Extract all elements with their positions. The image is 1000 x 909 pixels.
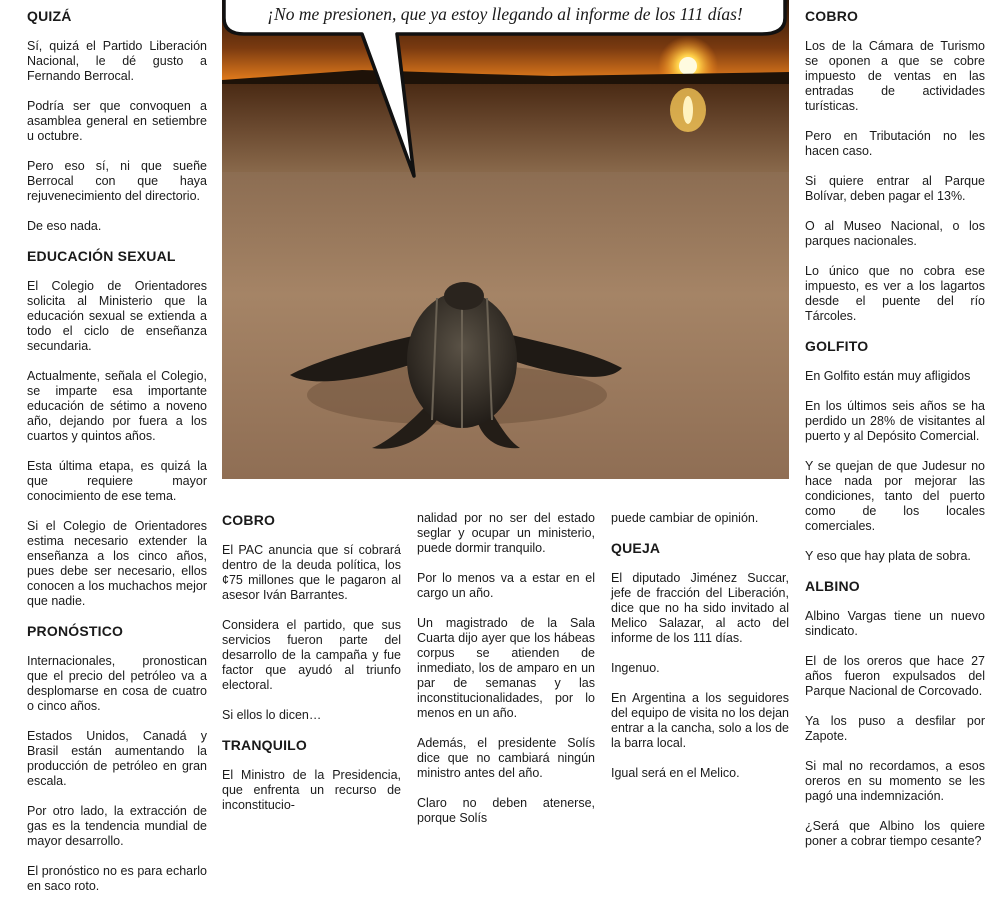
paragraph: Un magistrado de la Sala Cuarta dijo ayer que los hábeas corpus se atienden de inmediato, los de amparo en un par de semanas y las inconstitucionalidades, por lo menos en un año. bbox=[417, 616, 595, 720]
paragraph: Si quiere entrar al Parque Bolívar, deben pagar el 13%. bbox=[805, 174, 985, 203]
paragraph: Actualmente, señala el Colegio, se imparte esa importante educación de sétimo a noveno año, dejando por fuera a los cuartos y quintos años. bbox=[27, 369, 207, 443]
paragraph: El PAC anuncia que sí cobrará dentro de la deuda política, los ¢75 millones que le pagaron al asesor Iván Barrantes. bbox=[222, 543, 401, 602]
paragraph: Además, el presidente Solís dice que no cambiará ningún ministro antes del año. bbox=[417, 736, 595, 780]
section-title-golfito: GOLFITO bbox=[805, 338, 869, 354]
paragraph: ¿Será que Albino los quiere poner a cobrar tiempo cesante? bbox=[805, 819, 985, 848]
paragraph: Lo único que no cobra ese impuesto, es ver a los lagartos desde el puente del río Tárcoles. bbox=[805, 264, 985, 323]
paragraph: Ya los puso a desfilar por Zapote. bbox=[805, 714, 985, 743]
paragraph: Y eso que hay plata de sobra. bbox=[805, 549, 971, 563]
paragraph: Por otro lado, la extracción de gas es la tendencia mundial de mayor desarrollo. bbox=[27, 804, 207, 848]
paragraph: Estados Unidos, Canadá y Brasil están aumentando la producción de petróleo en gran escala. bbox=[27, 729, 207, 788]
paragraph: puede cambiar de opinión. bbox=[611, 511, 759, 525]
turtle-sunset-photo bbox=[222, 0, 789, 479]
right-column bbox=[805, 7, 985, 864]
paragraph: nalidad por no ser del estado seglar y ocupar un ministerio, puede dormir tranquilo. bbox=[417, 511, 595, 555]
photo-illustration bbox=[222, 0, 789, 479]
paragraph: En Argentina a los seguidores del equipo de visita no los dejan entrar a la cancha, solo a los de la barra local. bbox=[611, 691, 789, 750]
paragraph: Si el Colegio de Orientadores estima necesario extender la enseñanza a los cinco años, pues debe ser necesario, ellos conocen a los muchachos mejor que nadie. bbox=[27, 519, 207, 608]
paragraph: Internacionales, pronostican que el precio del petróleo va a desplomarse en cosa de cuatro o cinco años. bbox=[27, 654, 207, 713]
paragraph: El pronóstico no es para echarlo en saco roto. bbox=[27, 864, 207, 893]
bottom-column-2 bbox=[417, 511, 595, 841]
section-title-albino: ALBINO bbox=[805, 578, 860, 594]
paragraph: Si ellos lo dicen… bbox=[222, 708, 322, 722]
paragraph: Albino Vargas tiene un nuevo sindicato. bbox=[805, 609, 985, 638]
section-title-quiza: QUIZÁ bbox=[27, 8, 72, 24]
paragraph: Podría ser que convoquen a asamblea general en setiembre u octubre. bbox=[27, 99, 207, 143]
paragraph: El de los oreros que hace 27 años fueron expulsados del Parque Nacional de Corcovado. bbox=[805, 654, 985, 698]
section-title-cobro: COBRO bbox=[222, 512, 276, 528]
paragraph: En Golfito están muy afligidos bbox=[805, 369, 971, 383]
paragraph: Ingenuo. bbox=[611, 661, 660, 675]
section-title-tranquilo: TRANQUILO bbox=[222, 737, 308, 753]
paragraph: Sí, quizá el Partido Liberación Nacional, le dé gusto a Fernando Berrocal. bbox=[27, 39, 207, 83]
paragraph: El Ministro de la Presidencia, que enfrenta un recurso de inconstitucio- bbox=[222, 768, 401, 812]
paragraph: El Colegio de Orientadores solicita al Ministerio que la educación sexual se extienda a todo el ciclo de enseñanza secundaria. bbox=[27, 279, 207, 353]
section-title-pronostico: PRONÓSTICO bbox=[27, 623, 124, 639]
left-column bbox=[27, 7, 207, 909]
paragraph: O al Museo Nacional, o los parques nacionales. bbox=[805, 219, 985, 248]
speech-bubble-text: ¡No me presionen, que ya estoy llegando al informe de los 111 días! bbox=[267, 4, 743, 24]
paragraph: Considera el partido, que sus servicios fueron parte del desarrollo de la campaña y fue factor que ayudó al triunfo electoral. bbox=[222, 618, 401, 692]
paragraph: El diputado Jiménez Succar, jefe de fracción del Liberación, dice que no ha sido invitado al Melico Salazar, al acto del informe de los 111 días. bbox=[611, 571, 789, 645]
paragraph: En los últimos seis años se ha perdido un 28% de visitantes al puerto y al Depósito Comercial. bbox=[805, 399, 985, 443]
paragraph: Y se quejan de que Judesur no hace nada por mejorar las condiciones, tanto del puerto como de los locales comerciales. bbox=[805, 459, 985, 533]
section-title-educacion-sexual: EDUCACIÓN SEXUAL bbox=[27, 248, 176, 264]
paragraph: Pero en Tributación no les hacen caso. bbox=[805, 129, 985, 158]
bottom-column-3 bbox=[611, 511, 789, 796]
paragraph: De eso nada. bbox=[27, 219, 102, 233]
paragraph: Si mal no recordamos, a esos oreros en su momento se les pagó una indemnización. bbox=[805, 759, 985, 803]
paragraph: Esta última etapa, es quizá la que requiere mayor conocimiento de ese tema. bbox=[27, 459, 207, 503]
section-title-cobro: COBRO bbox=[805, 8, 859, 24]
bottom-column-1 bbox=[222, 511, 401, 828]
section-title-queja: QUEJA bbox=[611, 540, 661, 556]
paragraph: Igual será en el Melico. bbox=[611, 766, 740, 780]
paragraph: Los de la Cámara de Turismo se oponen a que se cobre impuesto de ventas en las entradas de actividades turísticas. bbox=[805, 39, 985, 113]
paragraph: Claro no deben atenerse, porque Solís bbox=[417, 796, 595, 825]
paragraph: Pero eso sí, ni que sueñe Berrocal con que haya rejuvenecimiento del directorio. bbox=[27, 159, 207, 203]
paragraph: Por lo menos va a estar en el cargo un año. bbox=[417, 571, 595, 600]
